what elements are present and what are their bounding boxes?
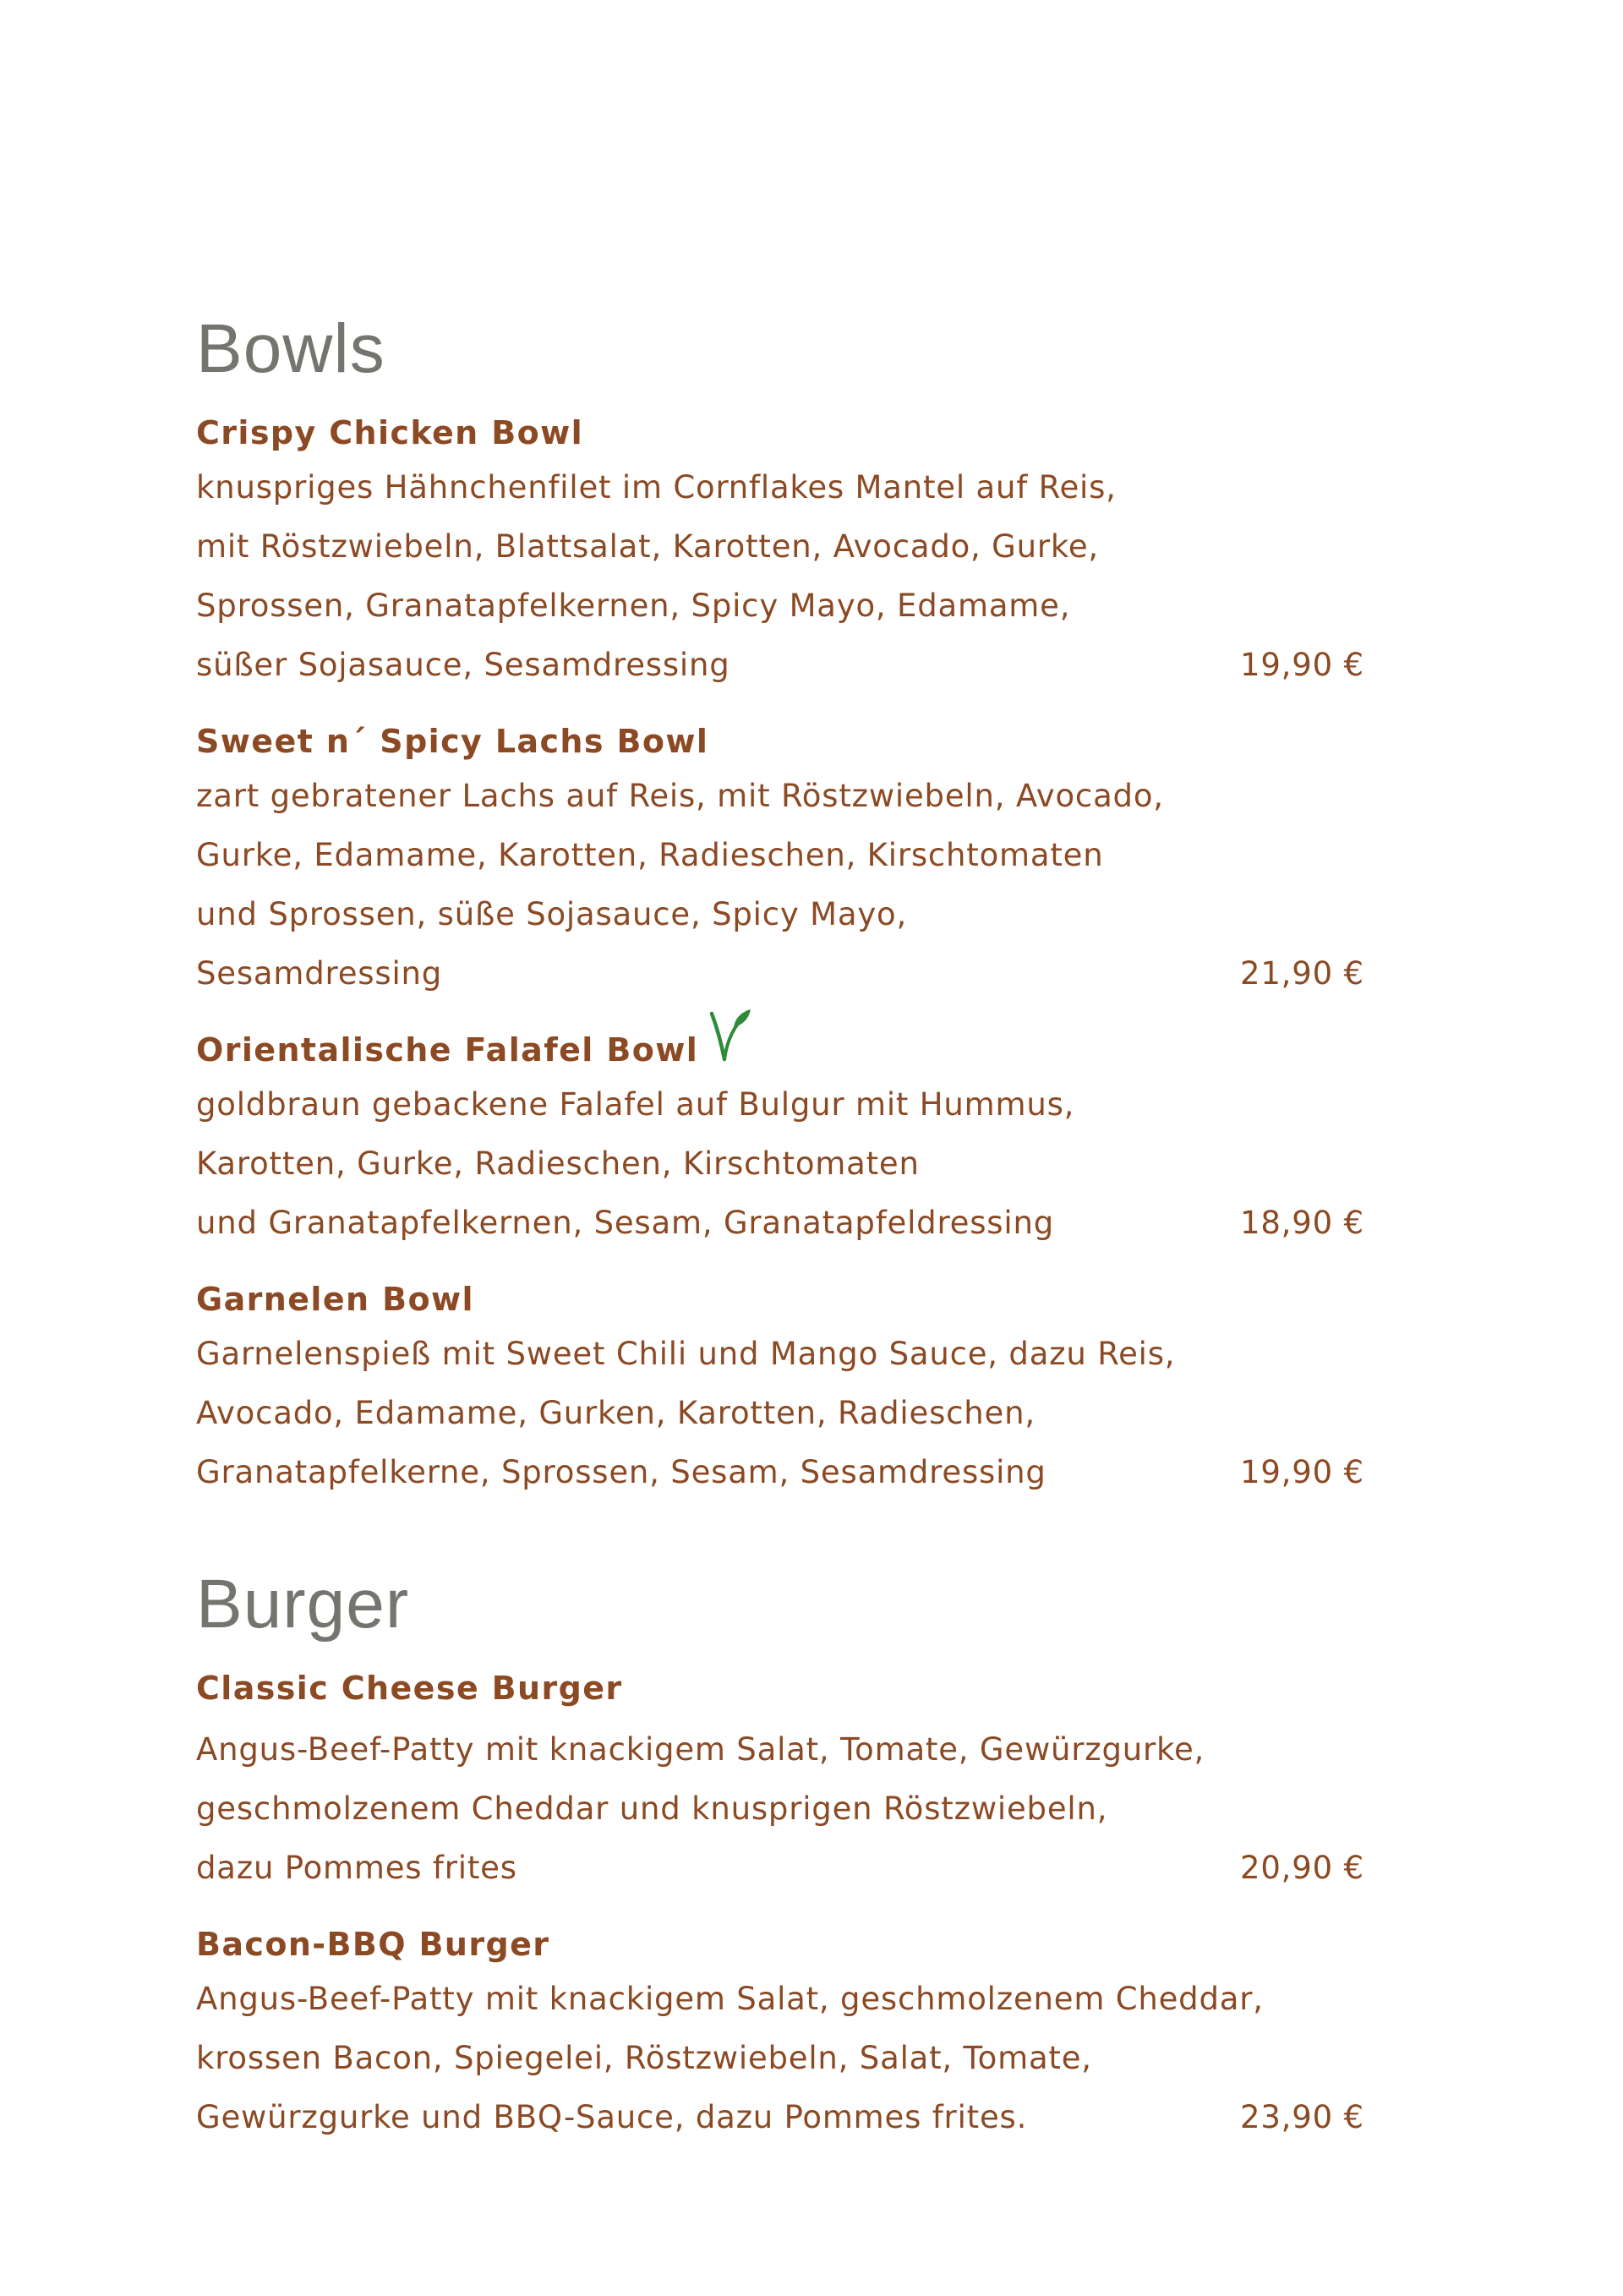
item-description-line: Gewürzgurke und BBQ-Sauce, dazu Pommes frites. xyxy=(196,2099,1028,2135)
item-description-line: Angus-Beef-Patty mit knackigem Salat, Tomate, Gewürzgurke, xyxy=(196,1731,1205,1768)
item-description-line: Angus-Beef-Patty mit knackigem Salat, geschmolzenem Cheddar, xyxy=(196,1981,1264,2017)
item-description-line: und Sprossen, süße Sojasauce, Spicy Mayo, xyxy=(196,896,908,932)
item-description-line: mit Röstzwiebeln, Blattsalat, Karotten, Avocado, Gurke, xyxy=(196,528,1099,565)
item-description-line: Gurke, Edamame, Karotten, Radieschen, Kirschtomaten xyxy=(196,837,1104,873)
item-description-line: knuspriges Hähnchenfilet im Cornflakes Mantel auf Reis, xyxy=(196,469,1117,506)
item-name: Orientalische Falafel Bowl xyxy=(196,1025,1430,1075)
menu-page xyxy=(196,296,1430,2147)
section-title-burger: Burger xyxy=(196,1566,410,1643)
item-name: Garnelen Bowl xyxy=(196,1281,474,1318)
menu-item-bacon-bbq-burger xyxy=(196,1919,1430,2147)
item-description-line: geschmolzenem Cheddar und knusprigen Röstzwiebeln, xyxy=(196,1790,1108,1827)
item-description-line: Karotten, Gurke, Radieschen, Kirschtomaten xyxy=(196,1145,920,1182)
item-price: 18,90 € xyxy=(1240,1205,1364,1241)
burger-list xyxy=(196,1663,1430,2147)
item-price: 19,90 € xyxy=(1240,647,1364,683)
item-description-line: dazu Pommes frites xyxy=(196,1850,517,1886)
item-description-line: Avocado, Edamame, Gurken, Karotten, Radieschen, xyxy=(196,1395,1036,1431)
menu-item-sweet-spicy-lachs-bowl xyxy=(196,716,1430,1003)
item-price: 20,90 € xyxy=(1240,1850,1364,1886)
item-description-line: süßer Sojasauce, Sesamdressing xyxy=(196,647,730,683)
bowls-list xyxy=(196,407,1430,1502)
item-description-line: goldbraun gebackene Falafel auf Bulgur mit Hummus, xyxy=(196,1086,1075,1123)
item-description-line: Sesamdressing xyxy=(196,955,443,992)
item-price: 19,90 € xyxy=(1240,1454,1364,1490)
item-description-line: Granatapfelkerne, Sprossen, Sesam, Sesamdressing xyxy=(196,1454,1046,1490)
menu-item-garnelen-bowl xyxy=(196,1274,1430,1502)
item-description-line: zart gebratener Lachs auf Reis, mit Röstzwiebeln, Avocado, xyxy=(196,778,1164,814)
section-title-bowls: Bowls xyxy=(196,310,385,387)
item-description-line: Sprossen, Granatapfelkernen, Spicy Mayo, Edamame, xyxy=(196,588,1071,624)
item-price: 23,90 € xyxy=(1240,2099,1364,2135)
item-description-line: krossen Bacon, Spiegelei, Röstzwiebeln, Salat, Tomate, xyxy=(196,2040,1092,2076)
item-description-line: und Granatapfelkernen, Sesam, Granatapfeldressing xyxy=(196,1205,1054,1241)
item-price: 21,90 € xyxy=(1240,955,1364,992)
menu-item-classic-cheese-burger xyxy=(196,1663,1430,1898)
menu-item-orientalische-falafel-bowl xyxy=(196,1025,1430,1253)
item-name: Crispy Chicken Bowl xyxy=(196,414,584,451)
menu-item-crispy-chicken-bowl xyxy=(196,407,1430,695)
vegan-leaf-icon xyxy=(708,1007,754,1064)
item-name: Classic Cheese Burger xyxy=(196,1670,623,1707)
item-name: Bacon-BBQ Burger xyxy=(196,1926,550,1963)
item-description-line: Garnelenspieß mit Sweet Chili und Mango Sauce, dazu Reis, xyxy=(196,1336,1176,1372)
item-name: Sweet n´ Spicy Lachs Bowl xyxy=(196,723,709,760)
